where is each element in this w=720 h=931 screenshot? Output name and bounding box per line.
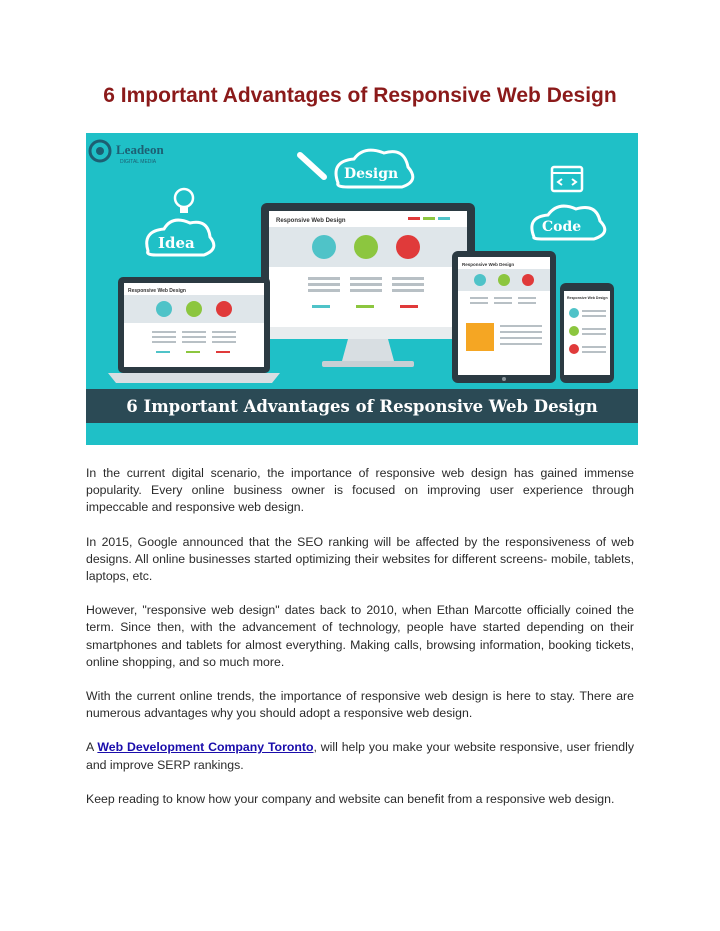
web-development-company-link[interactable]: Web Development Company Toronto bbox=[97, 740, 314, 755]
smartphone bbox=[560, 283, 614, 383]
paragraph-google-2015: In 2015, Google announced that the SEO ranking will be affected by the responsiveness of web designs. All online businesses started optimizing their websites for different screens- mobile, tablets, laptops, etc. bbox=[86, 534, 634, 584]
idea-label: Idea bbox=[158, 234, 195, 252]
tablet-heading: Responsive Web Design bbox=[462, 262, 515, 267]
logo-name: Leadeon bbox=[116, 142, 164, 157]
paragraph-intro: In the current digital scenario, the importance of responsive web design has gained immense popularity. Every online business owner is focused on improving user experience through impeccable and responsive web design. bbox=[86, 466, 634, 515]
link-suffix: , will help you make your website responsive, user friendly and improve SERP rankings. bbox=[86, 740, 634, 772]
monitor-heading: Responsive Web Design bbox=[276, 218, 346, 224]
paragraph-company-link bbox=[86, 739, 634, 773]
laptop bbox=[108, 277, 280, 383]
design-label: Design bbox=[344, 166, 399, 182]
laptop-heading: Responsive Web Design bbox=[128, 288, 186, 294]
logo-subtitle: DIGITAL MEDIA bbox=[120, 159, 157, 165]
tablet bbox=[452, 251, 556, 383]
phone-heading: Responsive Web Design bbox=[567, 296, 608, 300]
banner-caption: 6 Important Advantages of Responsive Web Design bbox=[126, 397, 598, 416]
paragraph-closing: Keep reading to know how your company and website can benefit from a responsive web design. bbox=[86, 791, 615, 806]
paragraph-trends: With the current online trends, the importance of responsive web design is here to stay. There are numerous advantages why you should adopt a responsive web design. bbox=[86, 689, 634, 721]
article-body bbox=[86, 465, 634, 825]
link-prefix: A bbox=[86, 740, 98, 755]
hero-banner-image bbox=[86, 133, 638, 445]
page-title: 6 Important Advantages of Responsive Web Design bbox=[103, 84, 617, 107]
code-label: Code bbox=[542, 219, 582, 235]
paragraph-history: However, "responsive web design" dates back to 2010, when Ethan Marcotte officially coined the term. Since then, with the advancement of technology, people have started depending on their smartphones and tablets for almost everything. Making calls, browsing information, booking tickets, online shopping, and so much more. bbox=[86, 603, 634, 669]
